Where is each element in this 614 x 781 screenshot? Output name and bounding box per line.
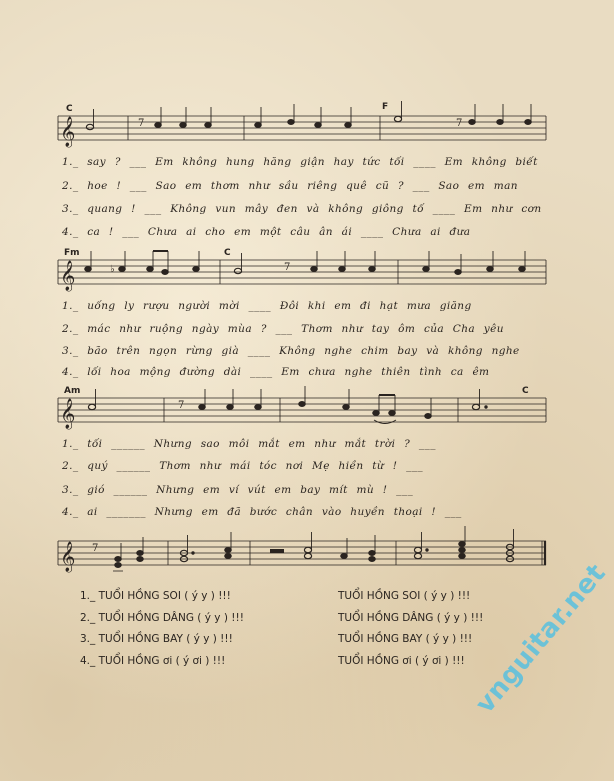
refrain-part: 3._ TUỔI HỒNG BAY ( ý y ) !!! (80, 633, 233, 645)
refrain-part: 1._ TUỔI HỒNG SOI ( ý y ) !!! (80, 590, 231, 602)
chord-symbol: C (224, 248, 231, 258)
refrain-part: TUỔI HỒNG BAY ( ý y ) !!! (338, 633, 473, 645)
refrain-part: TUỔI HỒNG SOI ( ý y ) !!! (338, 590, 471, 602)
chord-symbol: F (382, 102, 389, 112)
lyric-line: 3._ quang ! ___ Không vun mây đen và không giông tố ____ Em như cơn (62, 203, 542, 215)
lyric-line: 2._ hoe ! ___ Sao em thơm như sầu riêng quê cũ ? ___ Sao em man (62, 180, 518, 192)
refrain-part: 2._ TUỔI HỒNG DÂNG ( ý y ) !!! (80, 612, 244, 624)
svg-text:7: 7 (456, 118, 463, 129)
lyric-line: 4._ lối hoa mộng đường dài ____ Em chưa nghe thiên tình ca êm (62, 366, 490, 378)
music-staff-1 (58, 112, 546, 156)
music-staff-3 (58, 394, 546, 438)
music-staff-4 (58, 537, 546, 581)
site-watermark: vnguitar.net (470, 558, 612, 720)
lyric-line: 1._ uống ly rượu người mời ____ Đôi khi em đi hạt mưa giăng (62, 300, 472, 312)
svg-text:𝄞: 𝄞 (60, 399, 76, 429)
lyric-line: 4._ ca ! ___ Chưa ai cho em một câu ân ái ____ Chưa ai đưa (62, 226, 471, 238)
lyric-line: 2._ mác như ruộng ngày mùa ? ___ Thơm như tay ôm của Cha yêu (62, 323, 504, 335)
lyric-line: 3._ gió ______ Nhưng em ví vút em bay mít mù ! ___ (62, 484, 414, 496)
refrain-line (80, 612, 550, 630)
lyric-line: 4._ ai _______ Nhưng em đã bước chân vào huyền thoại ! ___ (62, 506, 462, 518)
lyric-line: 1._ say ? ___ Em không hung hăng giận hay tức tối ____ Em không biết (62, 156, 538, 168)
svg-text:7: 7 (178, 400, 185, 411)
refrain-part: TUỔI HỒNG ơi ( ý ơi ) !!! (338, 655, 465, 667)
svg-text:𝄞: 𝄞 (60, 542, 76, 572)
svg-text:7: 7 (138, 118, 145, 129)
refrain-part: 4._ TUỔI HỒNG ơi ( ý ơi ) !!! (80, 655, 226, 667)
lyric-line: 3._ bão trên ngọn rừng già ____ Không nghe chim bay và không nghe (62, 345, 520, 357)
refrain-line (80, 590, 550, 608)
svg-text:𝄞: 𝄞 (60, 117, 76, 147)
svg-text:𝄞: 𝄞 (60, 261, 76, 291)
chord-symbol: C (522, 386, 529, 396)
refrain-line (80, 633, 550, 651)
music-staff-2 (58, 256, 546, 300)
chord-symbol: Am (64, 386, 81, 396)
svg-text:7: 7 (92, 543, 99, 554)
svg-text:♭: ♭ (110, 264, 115, 275)
lyric-line: 2._ quý ______ Thơm như mái tóc nơi Mẹ hiền từ ! ___ (62, 460, 424, 472)
refrain-part: TUỔI HỒNG DÂNG ( ý y ) !!! (338, 612, 484, 624)
svg-text:7: 7 (284, 262, 291, 273)
refrain-line (80, 655, 550, 673)
lyric-line: 1._ tối ______ Nhưng sao môi mắt em như mắt trời ? ___ (62, 438, 436, 450)
chord-symbol: C (66, 104, 73, 114)
chord-symbol: Fm (64, 248, 80, 258)
